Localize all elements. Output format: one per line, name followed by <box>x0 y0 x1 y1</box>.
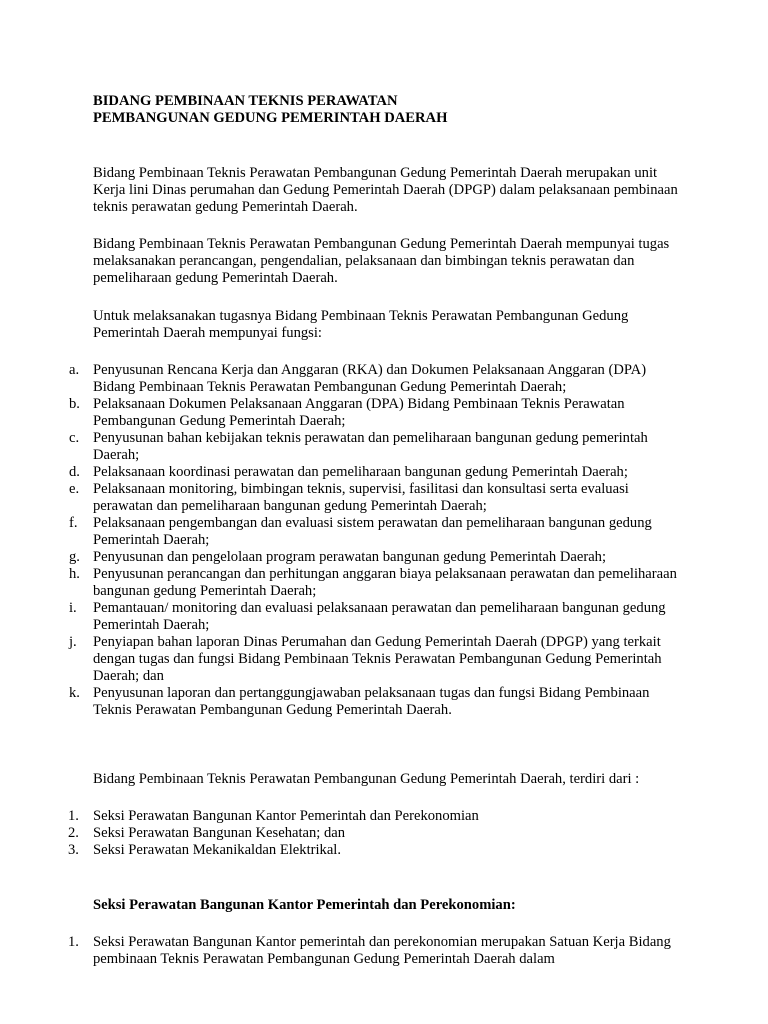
subsection-list <box>0 934 700 968</box>
list-item <box>0 549 683 566</box>
list-marker: c. <box>69 430 80 446</box>
list-item-text: Pelaksanaan Dokumen Pelaksanaan Anggaran (DPA) Bidang Pembinaan Teknis Perawatan Pembangunan Gedung Pemerintah Daerah; <box>93 396 625 429</box>
list-item-text: Penyusunan bahan kebijakan teknis perawatan dan pemeliharaan bangunan gedung pemerintah Daerah; <box>93 430 648 463</box>
list-item <box>0 934 683 968</box>
list-item <box>0 685 683 719</box>
paragraph-sections-intro: Bidang Pembinaan Teknis Perawatan Pembangunan Gedung Pemerintah Daerah, terdiri dari : <box>93 771 640 787</box>
list-marker: k. <box>69 685 80 701</box>
list-item <box>0 481 683 515</box>
paragraph-functions-intro: Untuk melaksanakan tugasnya Bidang Pembinaan Teknis Perawatan Pembangunan Gedung Pemerintah Daerah mempunyai fungsi: <box>93 308 629 341</box>
list-item <box>0 362 683 396</box>
paragraph-duties: Bidang Pembinaan Teknis Perawatan Pembangunan Gedung Pemerintah Daerah mempunyai tugas melaksanakan perancangan, pengendalian, pelaksanaan dan bimbingan teknis perawatan dan pemeliharaan gedung Pemerintah Daerah. <box>93 236 670 286</box>
list-item <box>0 566 683 600</box>
list-item <box>0 842 683 859</box>
list-marker: a. <box>69 362 80 378</box>
list-marker: 1. <box>68 808 79 824</box>
title-line-2: PEMBANGUNAN GEDUNG PEMERINTAH DAERAH <box>93 110 448 126</box>
list-item <box>0 464 683 481</box>
list-marker: h. <box>69 566 80 582</box>
list-item-text: Seksi Perawatan Mekanikaldan Elektrikal. <box>93 842 342 858</box>
list-item-text: Penyiapan bahan laporan Dinas Perumahan dan Gedung Pemerintah Daerah (DPGP) yang terkait dengan tugas dan fungsi Bidang Pembinaan Teknis Perawatan Pembangunan Gedung Pemerintah Daerah; dan <box>93 634 662 684</box>
list-marker: 2. <box>68 825 79 841</box>
list-item-text: Seksi Perawatan Bangunan Kantor Pemerintah dan Perekonomian <box>93 808 479 824</box>
list-marker: b. <box>69 396 80 412</box>
list-marker: 3. <box>68 842 79 858</box>
list-item-text: Penyusunan perancangan dan perhitungan anggaran biaya pelaksanaan perawatan dan pemeliharaan bangunan gedung Pemerintah Daerah; <box>93 566 677 599</box>
list-marker: 1. <box>68 934 79 950</box>
list-item <box>0 634 683 685</box>
list-item-text: Penyusunan dan pengelolaan program perawatan bangunan gedung Pemerintah Daerah; <box>93 549 607 565</box>
list-item <box>0 808 683 825</box>
title-line-1: BIDANG PEMBINAAN TEKNIS PERAWATAN <box>93 93 398 109</box>
document-title <box>93 93 693 127</box>
paragraph-intro: Bidang Pembinaan Teknis Perawatan Pembangunan Gedung Pemerintah Daerah merupakan unit Kerja lini Dinas perumahan dan Gedung Pemerintah Daerah (DPGP) dalam pelaksanaan pembinaan teknis perawatan gedung Pemerintah Daerah. <box>93 165 678 215</box>
list-item-text: Pemantauan/ monitoring dan evaluasi pelaksanaan perawatan dan pemeliharaan bangunan gedung Pemerintah Daerah; <box>93 600 666 633</box>
list-item-text: Pelaksanaan pengembangan dan evaluasi sistem perawatan dan pemeliharaan bangunan gedung Pemerintah Daerah; <box>93 515 652 548</box>
list-marker: d. <box>69 464 80 480</box>
list-item-text: Seksi Perawatan Bangunan Kesehatan; dan <box>93 825 346 841</box>
list-item <box>0 515 683 549</box>
list-marker: i. <box>69 600 77 616</box>
list-marker: f. <box>69 515 78 531</box>
list-item <box>0 600 683 634</box>
list-item <box>0 430 683 464</box>
list-marker: j. <box>69 634 77 650</box>
list-item-text: Pelaksanaan monitoring, bimbingan teknis, supervisi, fasilitasi dan konsultasi serta evaluasi perawatan dan pemeliharaan bangunan gedung Pemerintah Daerah; <box>93 481 629 514</box>
section-subheading: Seksi Perawatan Bangunan Kantor Pemerintah dan Perekonomian: <box>93 897 516 913</box>
list-item-text: Penyusunan laporan dan pertanggungjawaban pelaksanaan tugas dan fungsi Bidang Pembinaan Teknis Perawatan Pembangunan Gedung Pemerintah Daerah. <box>93 685 650 718</box>
list-item-text: Pelaksanaan koordinasi perawatan dan pemeliharaan bangunan gedung Pemerintah Daerah; <box>93 464 628 480</box>
list-item-text: Penyusunan Rencana Kerja dan Anggaran (RKA) dan Dokumen Pelaksanaan Anggaran (DPA) Bidang Pembinaan Teknis Perawatan Pembangunan Gedung Pemerintah Daerah; <box>93 362 647 395</box>
list-item <box>0 825 683 842</box>
functions-list <box>0 362 700 719</box>
sections-list <box>0 808 700 859</box>
list-item <box>0 396 683 430</box>
list-marker: e. <box>69 481 80 497</box>
list-item-text: Seksi Perawatan Bangunan Kantor pemerintah dan perekonomian merupakan Satuan Kerja Bidang pembinaan Teknis Perawatan Pembangunan Gedung Pemerintah Daerah dalam <box>93 934 671 967</box>
list-marker: g. <box>69 549 80 565</box>
